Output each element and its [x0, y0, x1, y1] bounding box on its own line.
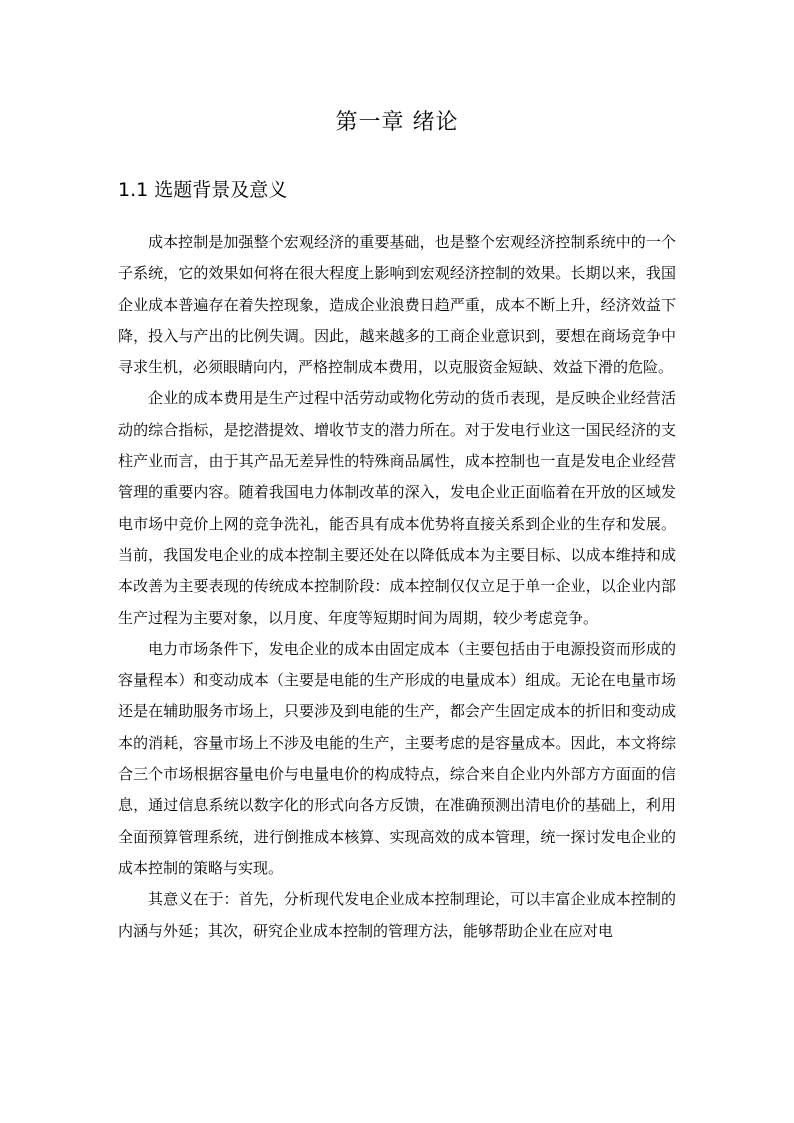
paragraph-1: 成本控制是加强整个宏观经济的重要基础，也是整个宏观经济控制系统中的一个子系统，它的效果如何将在很大程度上影响到宏观经济控制的效果。长期以来，我国企业成本普遍存在着失控现象，造成企业浪费日趋严重，成本不断上升，经济效益下降，投入与产出的比例失调。因此，越来越多的工商企业意识到，要想在商场竞争中寻求生机，必须眼睛向内，严格控制成本费用，以克服资金短缺、效益下滑的危险。 — [118, 233, 676, 377]
section-title: 1.1 选题背景及意义 — [118, 179, 288, 201]
paragraph-3: 电力市场条件下，发电企业的成本由固定成本（主要包括由于电源投资而形成的容量程本）和变动成本（主要是电能的生产形成的电量成本）组成。无论在电量市场还是在辅助服务市场上，只要涉及到电能的生产，都会产生固定成本的折旧和变动成本的消耗，容量市场上不涉及电能的生产，主要考虑的是容量成本。因此，本文将综合三个市场根据容量电价与电量电价的构成特点，综合来自企业内外部方方面面的信息，通过信息系统以数字化的形式向各方反馈，在准确预测出清电价的基础上，利用全面预算管理系统，进行倒推成本核算、实现高效的成本管理，统一探讨发电企业的成本控制的策略与实现。 — [118, 639, 676, 877]
paragraph-4: 其意义在于：首先，分析现代发电企业成本控制理论，可以丰富企业成本控制的内涵与外延；其次，研究企业成本控制的管理方法，能够帮助企业在应对电 — [118, 890, 676, 940]
body-text — [118, 227, 676, 947]
chapter-title: 第一章 绪论 — [335, 110, 459, 135]
paragraph-2: 企业的成本费用是生产过程中活劳动或物化劳动的货币表现，是反映企业经营活动的综合指标，是挖潜提效、增收节支的潜力所在。对于发电行业这一国民经济的支柱产业而言，由于其产品无差异性的特殊商品属性，成本控制也一直是发电企业经营管理的重要内容。随着我国电力体制改革的深入，发电企业正面临着在开放的区域发电市场中竞价上网的竞争洗礼，能否具有成本优势将直接关系到企业的生存和发展。当前，我国发电企业的成本控制主要还处在以降低成本为主要目标、以成本维持和成本改善为主要表现的传统成本控制阶段：成本控制仅仅立足于单一企业，以企业内部生产过程为主要对象，以月度、年度等短期时间为周期，较少考虑竞争。 — [118, 389, 676, 627]
